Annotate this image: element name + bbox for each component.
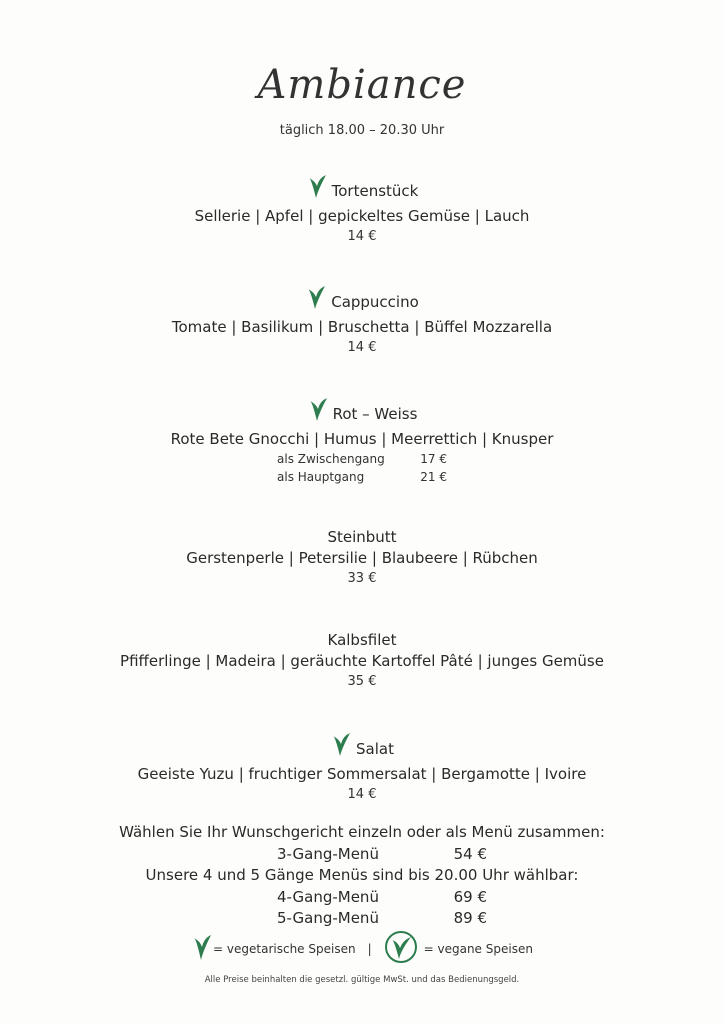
dish-name: Cappuccino: [331, 293, 419, 311]
menu-price: 89 €: [453, 909, 487, 927]
dish-item: [0, 630, 724, 691]
price-footnote: Alle Preise beinhalten die gesetzl. gültige MwSt. und das Bedienungsgeld.: [204, 975, 520, 985]
dish-title: [0, 283, 724, 316]
dish-item: [0, 527, 724, 588]
dish-title: [0, 395, 724, 428]
dish-title: [0, 730, 724, 763]
option-label: als Hauptgang: [277, 470, 365, 484]
menu-label: 3-Gang-Menü: [277, 844, 379, 863]
page-title: Ambiance: [257, 62, 467, 108]
set-menus: [0, 822, 724, 930]
dish-name: Tortenstück: [331, 182, 419, 200]
dish-name: Salat: [356, 740, 394, 758]
dish-description: Tomate | Basilikum | Bruschetta | Büffel Mozzarella: [171, 318, 553, 336]
dish-name: Steinbutt: [327, 528, 397, 546]
menu-label: 5-Gang-Menü: [277, 909, 379, 927]
option-label: als Zwischengang: [277, 452, 385, 466]
menu-price: 54 €: [453, 844, 487, 863]
dish-description: Pfifferlinge | Madeira | geräuchte Kartoffel Pâté | junges Gemüse: [120, 652, 604, 670]
menu-row: [0, 908, 724, 930]
legend-vegan: = vegane Speisen: [423, 941, 533, 956]
dish-description: Sellerie | Apfel | gepickeltes Gemüse | Lauch: [194, 207, 530, 225]
option-price: 21 €: [420, 470, 447, 484]
vegetarian-leaf-icon: [306, 172, 328, 205]
dish-price: 14 €: [347, 340, 377, 355]
dish-description: Gerstenperle | Petersilie | Blaubeere | Rübchen: [186, 549, 538, 567]
legend: [0, 930, 724, 967]
menu-label: 4-Gang-Menü: [277, 887, 379, 906]
menu-row: [0, 844, 724, 866]
option-price: 17 €: [420, 452, 447, 466]
menu-price: 69 €: [453, 887, 487, 906]
vegetarian-leaf-icon: [330, 730, 352, 763]
dish-price: 33 €: [347, 571, 377, 586]
menu-note: Unsere 4 und 5 Gänge Menüs sind bis 20.00 Uhr wählbar:: [145, 866, 579, 884]
legend-vegetarian: = vegetarische Speisen: [213, 941, 356, 956]
dish-item: [0, 395, 724, 486]
vegan-leaf-icon: [384, 930, 418, 967]
dish-name: Rot – Weiss: [332, 405, 418, 423]
vegetarian-leaf-icon: [307, 395, 329, 428]
menu-row: [0, 887, 724, 909]
menu-intro: Wählen Sie Ihr Wunschgericht einzeln oder als Menü zusammen:: [119, 823, 605, 841]
dish-description: Rote Bete Gnocchi | Humus | Meerrettich | Knusper: [170, 430, 554, 448]
dish-price: 14 €: [347, 787, 377, 802]
dish-description: Geeiste Yuzu | fruchtiger Sommersalat | Bergamotte | Ivoire: [137, 765, 587, 783]
dish-option-row: [0, 468, 724, 486]
legend-separator: |: [367, 941, 372, 956]
opening-hours: täglich 18.00 – 20.30 Uhr: [279, 123, 445, 138]
vegetarian-leaf-icon: [191, 932, 213, 965]
dish-item: [0, 730, 724, 804]
dish-item: [0, 172, 724, 246]
vegetarian-leaf-icon: [305, 283, 327, 316]
dish-item: [0, 283, 724, 357]
dish-name: Kalbsfilet: [327, 631, 397, 649]
dish-option-row: [0, 450, 724, 468]
dish-price: 35 €: [347, 674, 377, 689]
dish-title: [0, 172, 724, 205]
dish-price: 14 €: [347, 229, 377, 244]
